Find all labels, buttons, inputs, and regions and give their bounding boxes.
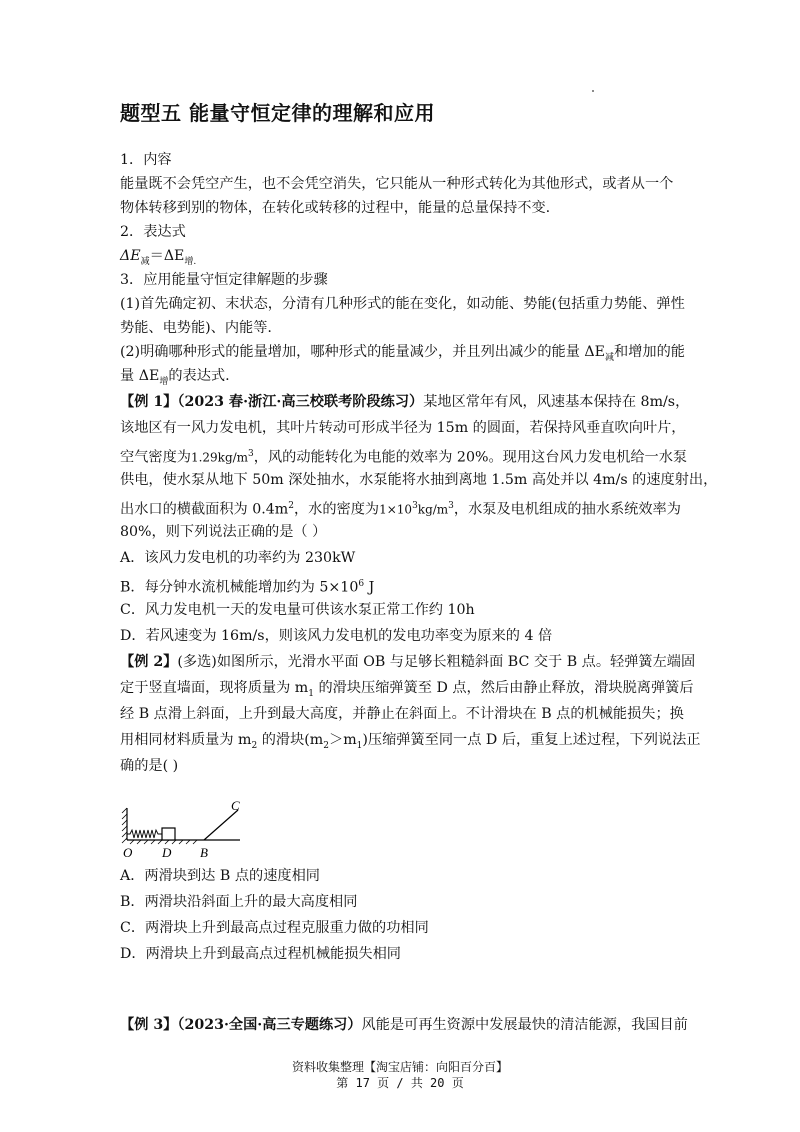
spring-incline-diagram [120,800,260,862]
text-run: (2)明确哪种形式的能量增加，哪种形式的能量减少，并且列出减少的能量 ΔE [120,344,606,360]
spring-shape [127,830,162,838]
text-run: 的滑块压缩弹簧至 D 点，然后由静止释放，滑块脱离弹簧后 [313,680,694,696]
text-sub: 2 [323,740,329,751]
text-run: B．每分钟水流机械能增加约为 5×10 [120,579,359,596]
example-label: 【例 1】 [120,394,178,410]
example1-line [120,496,681,520]
text-run: ，水的密度为 [293,501,380,518]
example1-option-b [120,574,374,598]
example1-option-a: A．该风力发电机的功率约为 230kW [120,550,356,566]
text-run: 用相同材料质量为 m [120,732,252,748]
text-run: ，水泵及电机组成的抽水系统效率为 [453,501,681,518]
example-source: （2023·全国·高三专题练习） [177,1017,362,1033]
text-run: ，风的动能转化为电能的效率为 20%。现用这台风力发电机给一水泵 [253,449,688,466]
example2-line: 确的是( ) [120,758,179,774]
example1-line: 供电，使水泵从地下 50m 深处抽水，水泵能将水抽到离地 1.5m 高处并以 4m/s 的速度射出， [120,472,718,488]
example2-option-d: D．两滑块上升到最高点过程机械能损失相同 [120,946,401,962]
example2-option-a: A．两滑块到达 B 点的速度相同 [120,868,320,884]
incline-line [204,810,238,840]
example2-option-c: C．两滑块上升到最高点过程克服重力做的功相同 [120,920,429,936]
paragraph-line: (1)首先确定初、末状态，分清有几种形式的能在变化，如动能、势能(包括重力势能、弹性 [120,296,685,312]
formula-part: ＝ΔE [149,248,185,264]
paragraph-line: 物体转移到别的物体，在转化或转移的过程中，能量的总量保持不变. [120,200,551,216]
text-run: kg/m [417,502,449,517]
heading-steps: 3．应用能量守恒定律解题的步骤 [120,272,328,288]
text-run: J [364,579,375,596]
text-sub: 减 [605,352,615,363]
text-run: 定于竖直墙面，现将质量为 m [120,680,309,696]
paragraph-line [120,342,685,368]
example2-option-b: B．两滑块沿斜面上升的最大高度相同 [120,894,358,910]
label-o: O [123,845,133,860]
footer-source: 资料收集整理【淘宝店铺：向阳百分百】 [291,1060,508,1074]
footer-page-number: 第 17 页 / 共 20 页 [336,1076,464,1090]
scan-dot [592,90,594,92]
example1-line [120,444,687,468]
formula-sub: 减 [140,256,150,267]
text-run: 1×10 [379,502,413,517]
example2-line: 经 B 点滑上斜面，上升到最大高度，并静止在斜面上。不计滑块在 B 点的机械能损失；换 [120,706,684,722]
text-sub: 1 [356,740,363,751]
label-b: B [200,845,208,860]
text-run: 的滑块(m [257,732,324,748]
text-run: 的表达式. [168,368,230,384]
text-sup: 3 [412,501,418,511]
example-label: 【例 2】 [120,654,178,670]
label-c: C [231,800,240,813]
formula-sub: 增. [184,256,197,267]
text-sub: 增 [159,376,169,387]
text-run: 1.29kg/m [190,450,249,465]
heading-expression: 2．表达式 [120,224,186,240]
text-run: (多选)如图所示，光滑水平面 OB 与足够长粗糙斜面 BC 交于 B 点。轻弹簧左端固 [177,654,696,670]
text-run: ＞m [329,732,357,748]
wall-hatch [122,808,127,843]
text-sup: 3 [448,501,454,511]
formula-line [120,246,196,272]
example2-line [120,678,694,704]
example-label: 【例 3】 [120,1017,178,1033]
label-d: D [162,845,172,860]
example1-line: 该地区有一风力发电机，其叶片转动可形成半径为 15m 的圆面，若保持风垂直吹向叶片， [120,420,686,436]
text-run: 出水口的横截面积为 0.4m [120,501,289,518]
paragraph-line: 势能、电势能)、内能等. [120,320,272,336]
example-source: （2023 春·浙江·高三校联考阶段练习） [177,394,424,410]
text-sup: 6 [358,579,365,589]
text-sup: 3 [248,449,254,459]
example1-option-d: D．若风速变为 16m/s，则该风力发电机的发电功率变为原来的 4 倍 [120,628,553,644]
section-title: 题型五 能量守恒定律的理解和应用 [120,101,435,125]
paragraph-line: 能量既不会凭空产生，也不会凭空消失，它只能从一种形式转化为其他形式，或者从一个 [120,176,674,192]
text-run: 量 ΔE [120,368,160,384]
example2-line [120,652,695,672]
heading-content: 1．内容 [120,152,172,168]
text-run: 空气密度为 [120,449,191,466]
example1-line: 80%，则下列说法正确的是（ ） [120,524,327,540]
example3-line [120,1015,688,1035]
paragraph-line [120,366,230,392]
formula-part: ΔE [120,248,141,264]
text-run: )压缩弹簧至同一点 D 后，重复上述过程，下列说法正 [362,732,701,748]
text-sup: 2 [288,501,294,511]
example1-line [120,392,689,412]
text-run: 和增加的能 [614,344,685,360]
example2-line [120,730,700,756]
text-run: 风能是可再生资源中发展最快的清洁能源，我国目前 [361,1017,688,1033]
example1-option-c: C．风力发电机一天的发电量可供该水泵正常工作约 10h [120,602,475,618]
block-shape [162,828,175,840]
text-run: 某地区常年有风，风速基本保持在 8m/s， [423,394,690,410]
text-sub: 1 [308,688,314,699]
text-sub: 2 [251,740,258,751]
